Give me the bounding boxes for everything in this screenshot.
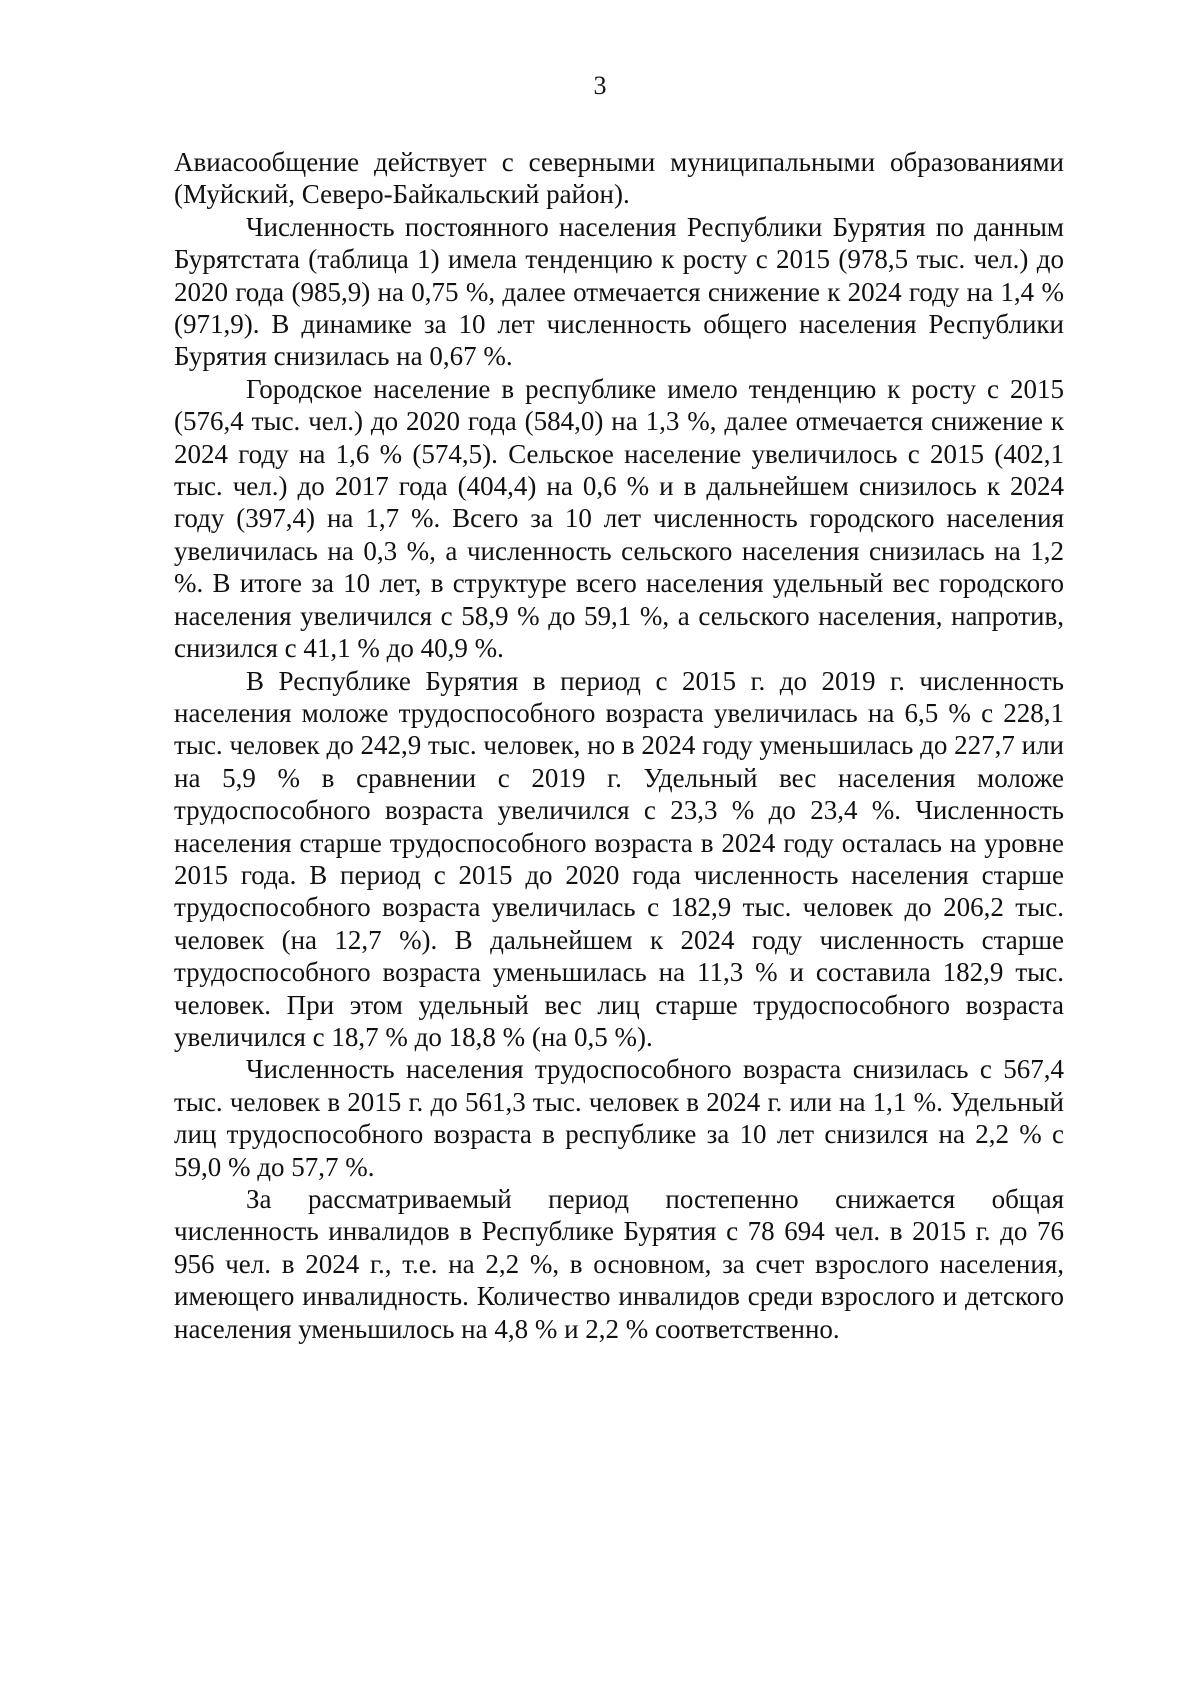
paragraph-urban-rural-population: Городское население в республике имело тенденцию к росту с 2015 (576,4 тыс. чел.) до 2020 года (584,0) на 1,3 %, далее отмечается снижение к 2024 году на 1,6 % (574,5). Сельское население увеличилось с 2015 (402,1 тыс. чел.) до 2017 года (404,4) на 0,6 % и в дальнейшем снизилось к 2024 году (397,4) на 1,7 %. Всего за 10 лет численность городского населения увеличилась на 0,3 %, а численность сельского населения снизилась на 1,2 %. В итоге за 10 лет, в структуре всего населения удельный вес городского населения увеличился с 58,9 % до 59,1 %, а сельского населения, напротив, снизился с 41,1 % до 40,9 %. bbox=[174, 373, 1064, 664]
paragraph-air-service: Авиасообщение действует с северными муниципальными образованиями (Муйский, Северо-Байкальский район). bbox=[174, 147, 1064, 210]
page-number: 3 bbox=[593, 71, 607, 100]
paragraph-working-age: Численность населения трудоспособного возраста снизилась с 567,4 тыс. человек в 2015 г. до 561,3 тыс. человек в 2024 г. или на 1,1 %. Удельный лиц трудоспособного возраста в республике за 10 лет снизился на 2,2 % с 59,0 % до 57,7 %. bbox=[174, 1054, 1064, 1182]
paragraph-total-population: Численность постоянного населения Республики Бурятия по данным Бурятстата (таблица 1) имела тенденцию к росту с 2015 (978,5 тыс. чел.) до 2020 года (985,9) на 0,75 %, далее отмечается снижение к 2024 году на 1,4 % (971,9). В динамике за 10 лет численность общего населения Республики Бурятия снизилась на 0,67 %. bbox=[174, 211, 1064, 372]
paragraph-disabled-persons: За рассматриваемый период постепенно снижается общая численность инвалидов в Республике Бурятия с 78 694 чел. в 2015 г. до 76 956 чел. в 2024 г., т.е. на 2,2 %, в основном, за счет взрослого населения, имеющего инвалидность. Количество инвалидов среди взрослого и детского населения уменьшилось на 4,8 % и 2,2 % соответственно. bbox=[174, 1184, 1064, 1344]
paragraph-age-groups: В Республике Бурятия в период с 2015 г. до 2019 г. численность населения моложе трудоспособного возраста увеличилась на 6,5 % с 228,1 тыс. человек до 242,9 тыс. человек, но в 2024 году уменьшилась до 227,7 или на 5,9 % в сравнении с 2019 г. Удельный вес населения моложе трудоспособного возраста увеличился с 23,3 % до 23,4 %. Численность населения старше трудоспособного возраста в 2024 году осталась на уровне 2015 года. В период с 2015 до 2020 года численность населения старше трудоспособного возраста увеличилась с 182,9 тыс. человек до 206,2 тыс. человек (на 12,7 %). В дальнейшем к 2024 году численность старше трудоспособного возраста уменьшилась на 11,3 % и составила 182,9 тыс. человек. При этом удельный вес лиц старше трудоспособного возраста увеличился с 18,7 % до 18,8 % (на 0,5 %). bbox=[174, 665, 1064, 1052]
document-body bbox=[174, 146, 1064, 1345]
